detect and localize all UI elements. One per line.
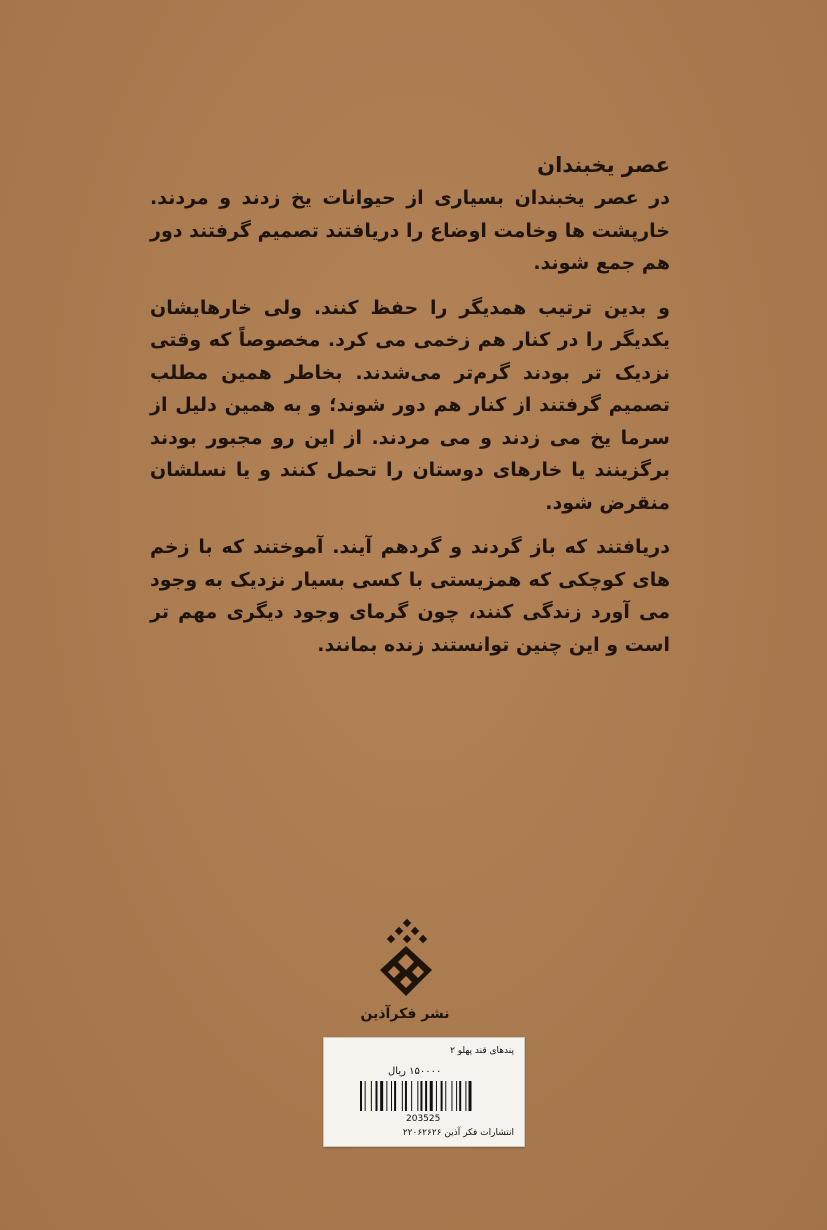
barcode-bar <box>441 1081 443 1111</box>
barcode-bar <box>465 1081 466 1111</box>
barcode-bar <box>391 1081 392 1111</box>
sticker-price <box>388 1066 441 1077</box>
section-title: عصر یخبندان <box>537 153 670 177</box>
barcode-bar <box>405 1081 407 1111</box>
paragraph-3: دریافتند که باز گردند و گردهم آیند. آموختند که با زخم های کوچکی که همزیستی با کسی بسیار نزدیک به وجود می آورد زندگی کنند، چون گرمای وجود دیگری مهم تر است و این چنین توانستند زنده بمانند. <box>150 536 670 656</box>
barcode-bar <box>386 1081 387 1111</box>
barcode-bar <box>402 1081 403 1111</box>
paragraph-1: در عصر یخبندان بسیاری از حیوانات یخ زدند و مردند. خارپشت ها وخامت اوضاع را دریافتند تصمیم گرفتند دور هم جمع شوند. <box>150 187 670 274</box>
barcode-bar <box>360 1081 362 1111</box>
barcode-bar <box>451 1081 452 1111</box>
barcode-bar <box>420 1081 422 1111</box>
sticker-price-unit: ریال <box>388 1066 406 1077</box>
sticker-price-value: ۱۵۰۰۰۰ <box>409 1066 442 1077</box>
barcode-bar <box>445 1081 446 1111</box>
sticker-code: 203525 <box>406 1114 441 1124</box>
sticker-book-title: پندهای قند پهلو ۲ <box>450 1046 514 1056</box>
barcode-bar <box>430 1081 433 1111</box>
barcode-bar <box>459 1081 461 1111</box>
paragraph-2: و بدین ترتیب همدیگر را حفظ کنند. ولی خارهایشان یکدیگر را در کنار هم زخمی می کرد. مخصوصاً که وقتی نزدیک تر بودند گرم‌تر می‌شدند. بخاطر همین مطلب تصمیم گرفتند از کنار هم دور شوند؛ و به همین دلیل از سرما یخ می زدند و می مردند. از این رو مجبور بودند برگزینند یا خارهای دوستان را تحمل کنند و یا نسلشان منقرض شود. <box>150 296 670 514</box>
barcode-bar <box>365 1081 366 1111</box>
barcode-bar <box>376 1081 378 1111</box>
barcode <box>360 1081 506 1111</box>
barcode-bar <box>456 1081 457 1111</box>
barcode-bar <box>411 1081 412 1111</box>
barcode-bar <box>417 1081 418 1111</box>
barcode-bar <box>380 1081 383 1111</box>
price-sticker <box>323 1037 525 1147</box>
sticker-footer: انتشارات فکر آذین ۲۲۰۶۲۶۲۶ <box>402 1128 514 1138</box>
cover-text <box>150 148 670 673</box>
barcode-bar <box>425 1081 427 1111</box>
barcode-bar <box>371 1081 372 1111</box>
publisher-name: نشر فکرآذین <box>360 1006 450 1022</box>
barcode-bar <box>394 1081 396 1111</box>
barcode-bar <box>436 1081 437 1111</box>
diamond-dots-logo-icon <box>370 918 442 1002</box>
barcode-bar <box>469 1081 472 1111</box>
